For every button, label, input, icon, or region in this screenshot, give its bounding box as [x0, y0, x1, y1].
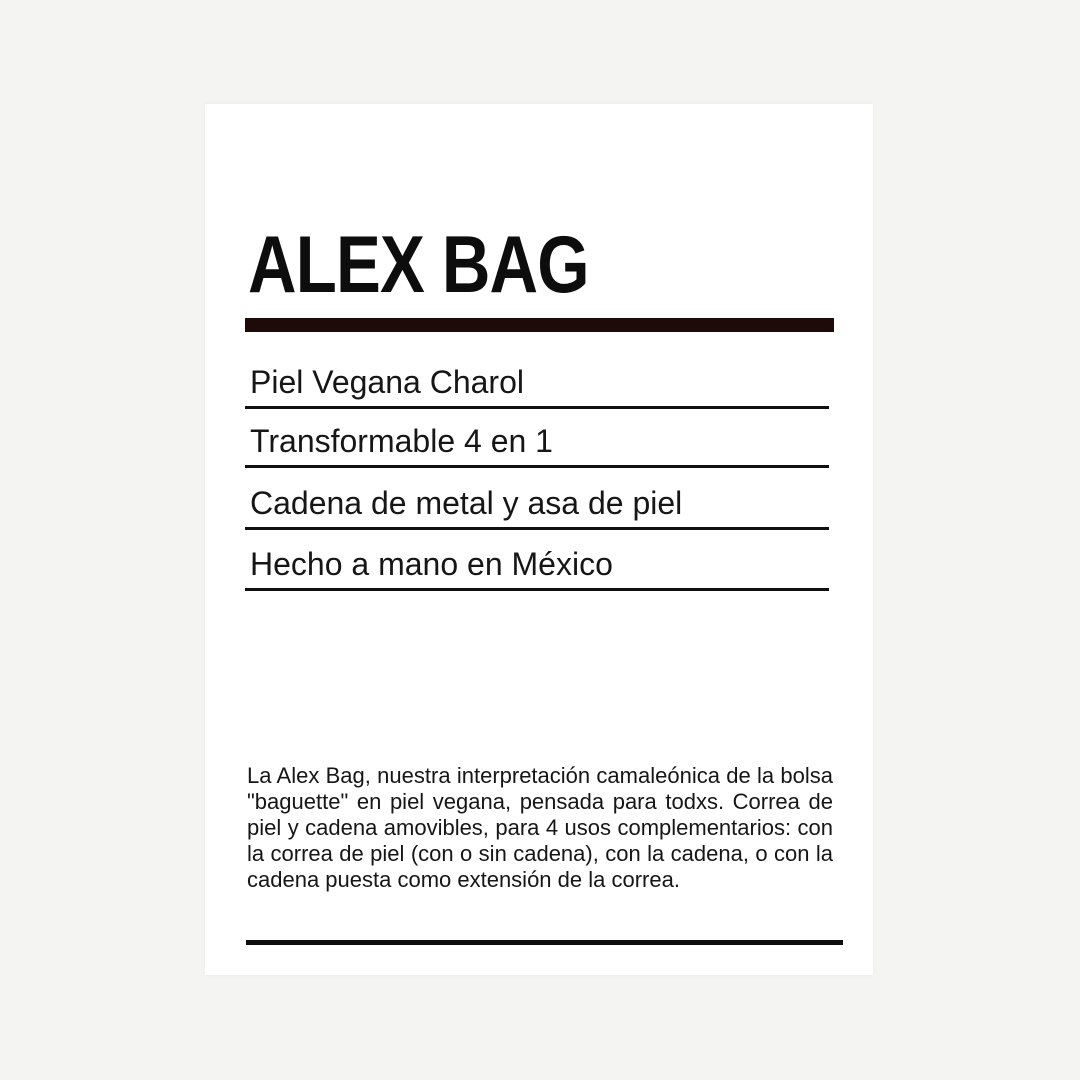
product-title: ALEX BAG: [248, 220, 589, 310]
feature-label: Cadena de metal y asa de piel: [250, 485, 683, 521]
feature-item: [245, 423, 829, 468]
feature-label: Transformable 4 en 1: [250, 423, 553, 459]
feature-item: [245, 485, 829, 530]
product-card: [205, 104, 873, 975]
feature-item: [245, 546, 829, 591]
feature-item: [245, 364, 829, 409]
feature-label: Piel Vegana Charol: [250, 364, 524, 400]
product-description: La Alex Bag, nuestra interpretación camaleónica de la bolsa "baguette" en piel vegana, pensada para todxs. Correa de piel y cadena amovibles, para 4 usos complementarios: con la correa de piel (con o sin cadena), con la cadena, o con la cadena puesta como extensión de la correa.: [247, 763, 833, 892]
feature-label: Hecho a mano en México: [250, 546, 613, 582]
title-divider: [245, 318, 834, 332]
bottom-divider: [246, 940, 843, 945]
